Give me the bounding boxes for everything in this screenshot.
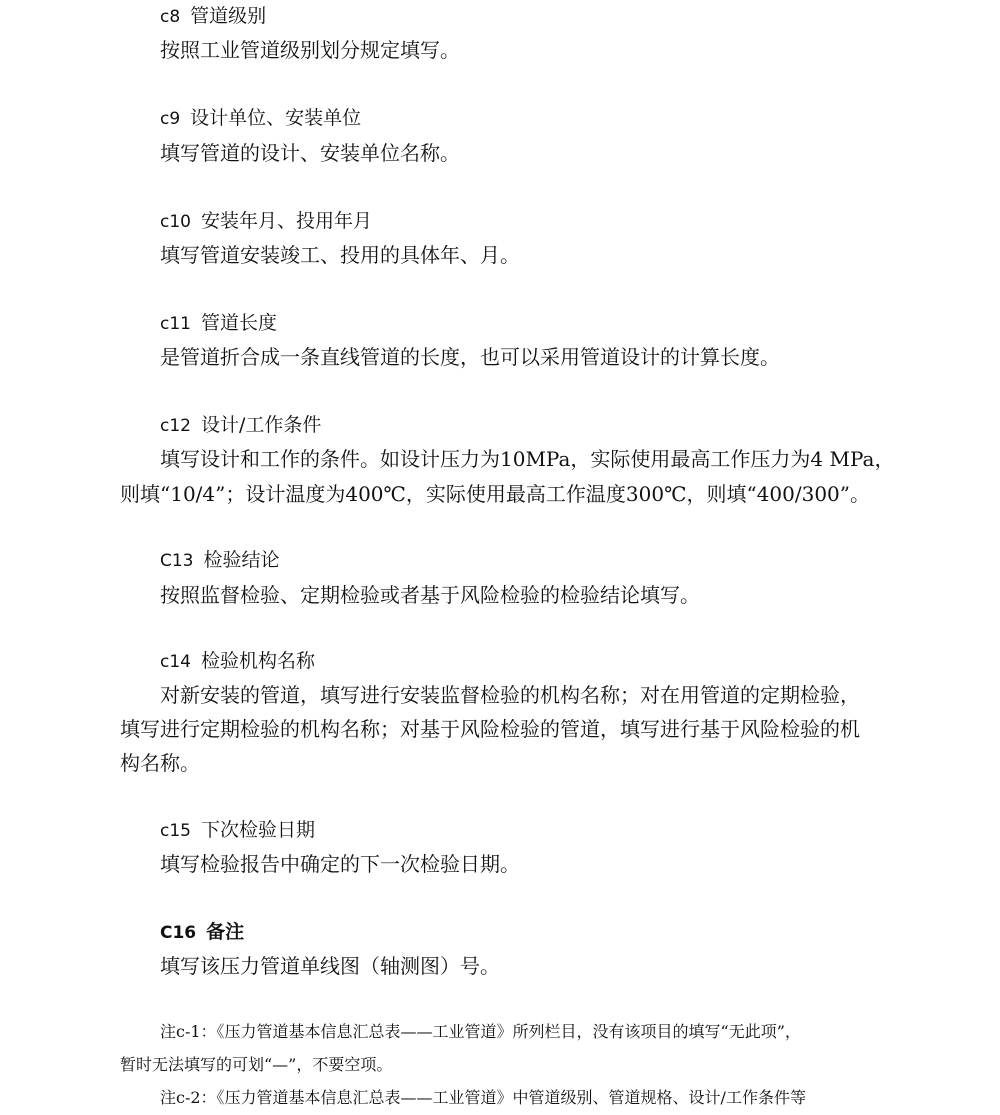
section-code: c15 xyxy=(160,821,191,841)
section-body-line: 填写检验报告中确定的下一次检验日期。 xyxy=(160,852,520,876)
section-code: C16 xyxy=(160,923,197,943)
section-body-line: 对新安装的管道，填写进行安装监督检验的机构名称；对在用管道的定期检验， xyxy=(160,683,860,707)
section-code: c10 xyxy=(160,212,191,232)
section-heading-c8 xyxy=(160,4,266,29)
section-title: 检验结论 xyxy=(203,549,280,571)
section-title: 管道长度 xyxy=(200,312,277,334)
section-body-line: 按照工业管道级别划分规定填写。 xyxy=(160,38,460,62)
note-line: 注c-1：《压力管道基本信息汇总表——工业管道》所列栏目，没有该项目的填写“无此项”， xyxy=(160,1022,801,1041)
section-title: 备注 xyxy=(206,921,245,943)
note-line: 暂时无法填写的可划“—”，不要空项。 xyxy=(120,1055,393,1074)
section-body-line: 则填“10/4”；设计温度为400℃，实际使用最高工作温度300℃，则填“400/300”。 xyxy=(120,482,870,506)
section-title: 设计/工作条件 xyxy=(200,414,322,436)
section-code: C13 xyxy=(160,551,194,571)
section-heading-c12 xyxy=(160,413,321,438)
section-heading-c11 xyxy=(160,311,277,336)
section-heading-c14 xyxy=(160,649,315,674)
section-title: 设计单位、安装单位 xyxy=(190,107,362,129)
section-title: 检验机构名称 xyxy=(200,650,315,672)
section-heading-c15 xyxy=(160,818,315,843)
section-body-line: 按照监督检验、定期检验或者基于风险检验的检验结论填写。 xyxy=(160,583,700,607)
section-body-line: 是管道折合成一条直线管道的长度，也可以采用管道设计的计算长度。 xyxy=(160,345,780,369)
section-body-line: 填写管道的设计、安装单位名称。 xyxy=(160,141,460,165)
section-body-line: 填写进行定期检验的机构名称；对基于风险检验的管道，填写进行基于风险检验的机 xyxy=(120,717,860,741)
section-code: c12 xyxy=(160,416,191,436)
section-title: 下次检验日期 xyxy=(200,819,315,841)
note-line: 注c-2：《压力管道基本信息汇总表——工业管道》中管道级别、管道规格、设计/工作条件等 xyxy=(160,1088,806,1107)
section-code: c14 xyxy=(160,652,191,672)
section-code: c9 xyxy=(160,109,181,129)
section-code: c11 xyxy=(160,314,191,334)
section-body-line: 构名称。 xyxy=(120,751,200,775)
section-heading-c9 xyxy=(160,106,361,131)
section-heading-c16 xyxy=(160,920,244,945)
section-title: 管道级别 xyxy=(190,5,267,27)
section-body-line: 填写设计和工作的条件。如设计压力为10MPa，实际使用最高工作压力为4 MPa， xyxy=(160,447,895,471)
section-title: 安装年月、投用年月 xyxy=(200,210,372,232)
section-heading-c10 xyxy=(160,209,372,234)
section-body-line: 填写管道安装竣工、投用的具体年、月。 xyxy=(160,243,520,267)
section-code: c8 xyxy=(160,7,181,27)
section-heading-c13 xyxy=(160,548,280,573)
section-body-line: 填写该压力管道单线图（轴测图）号。 xyxy=(160,954,500,978)
